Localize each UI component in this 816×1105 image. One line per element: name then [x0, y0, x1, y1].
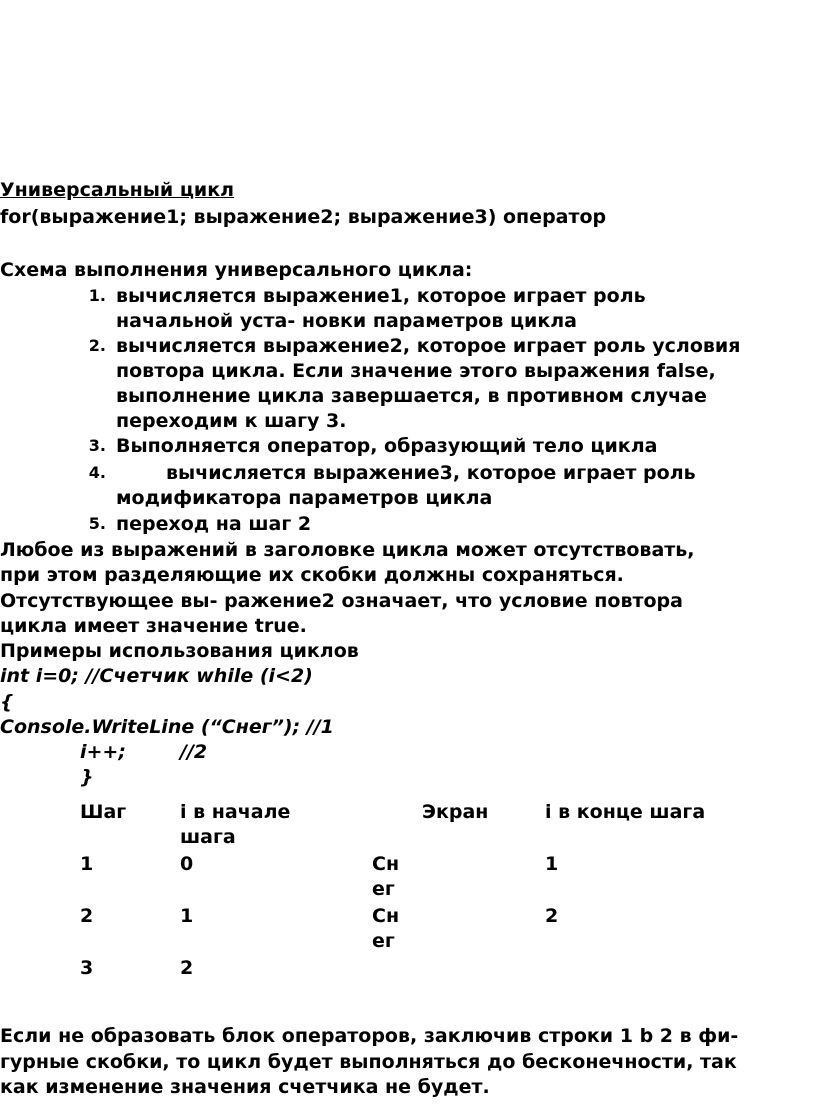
- step-number: 1.: [88, 286, 106, 305]
- section-title: Универсальный цикл: [0, 179, 235, 201]
- table-header-step: Шаг: [80, 801, 127, 823]
- code-line: Console.WriteLine (“Снег”); //1: [0, 716, 334, 738]
- table-cell-end: 2: [545, 905, 559, 927]
- step-line: модификатора параметров цикла: [116, 487, 493, 509]
- paragraph-line: как изменение значения счетчика не будет.: [0, 1076, 490, 1098]
- table-header-start: i в начале: [180, 801, 291, 823]
- step-number: 4.: [88, 463, 106, 482]
- paragraph-line: цикла имеет значение true.: [0, 615, 307, 637]
- step-number: 2.: [88, 336, 106, 355]
- code-line: }: [80, 766, 94, 788]
- paragraph-line: Если не образовать блок операторов, заключив строки 1 b 2 в фи-: [0, 1025, 739, 1047]
- step-line: выполнение цикла завершается, в противном случае: [116, 385, 707, 407]
- step-line: переход на шаг 2: [116, 513, 312, 535]
- table-cell-step: 3: [80, 957, 94, 979]
- code-line: {: [0, 691, 14, 713]
- paragraph-line: гурные скобки, то цикл будет выполняться до бесконечности, так: [0, 1051, 737, 1073]
- step-line: вычисляется выражение2, которое играет роль условия: [116, 335, 741, 357]
- step-line: переходим к шагу 3.: [116, 410, 347, 432]
- step-number: 3.: [88, 436, 106, 455]
- table-cell-screen: Сн: [372, 853, 400, 875]
- table-cell-start: 2: [180, 957, 194, 979]
- examples-heading: Примеры использования циклов: [0, 640, 359, 662]
- table-cell-screen: Сн: [372, 905, 400, 927]
- table-header-end: i в конце шага: [545, 801, 706, 823]
- paragraph-line: при этом разделяющие их скобки должны сохраняться.: [0, 564, 624, 586]
- code-comment: //2: [180, 741, 208, 763]
- step-line: повтора цикла. Если значение этого выражения false,: [116, 360, 716, 382]
- code-line: i++;: [80, 741, 126, 763]
- step-line: Выполняется оператор, образующий тело цикла: [116, 435, 658, 457]
- step-number: 5.: [88, 514, 106, 533]
- table-header-start-cont: шага: [180, 826, 236, 848]
- table-cell-step: 1: [80, 853, 94, 875]
- for-syntax: for(выражение1; выражение2; выражение3) оператор: [0, 206, 607, 228]
- step-line: начальной уста- новки параметров цикла: [116, 310, 577, 332]
- paragraph-line: Отсутствующее вы- ражение2 означает, что условие повтора: [0, 590, 683, 612]
- code-line: int i=0; //Счетчик while (i<2): [0, 665, 313, 687]
- table-cell-start: 0: [180, 853, 194, 875]
- table-cell-start: 1: [180, 905, 194, 927]
- step-line: вычисляется выражение3, которое играет роль: [166, 462, 696, 484]
- step-line: вычисляется выражение1, которое играет роль: [116, 285, 646, 307]
- scheme-heading: Схема выполнения универсального цикла:: [0, 259, 473, 281]
- table-cell-step: 2: [80, 905, 94, 927]
- table-cell-end: 1: [545, 853, 559, 875]
- table-header-screen: Экран: [422, 801, 489, 823]
- paragraph-line: Любое из выражений в заголовке цикла может отсутствовать,: [0, 539, 695, 561]
- table-cell-screen-cont: ег: [372, 930, 395, 952]
- table-cell-screen-cont: ег: [372, 878, 395, 900]
